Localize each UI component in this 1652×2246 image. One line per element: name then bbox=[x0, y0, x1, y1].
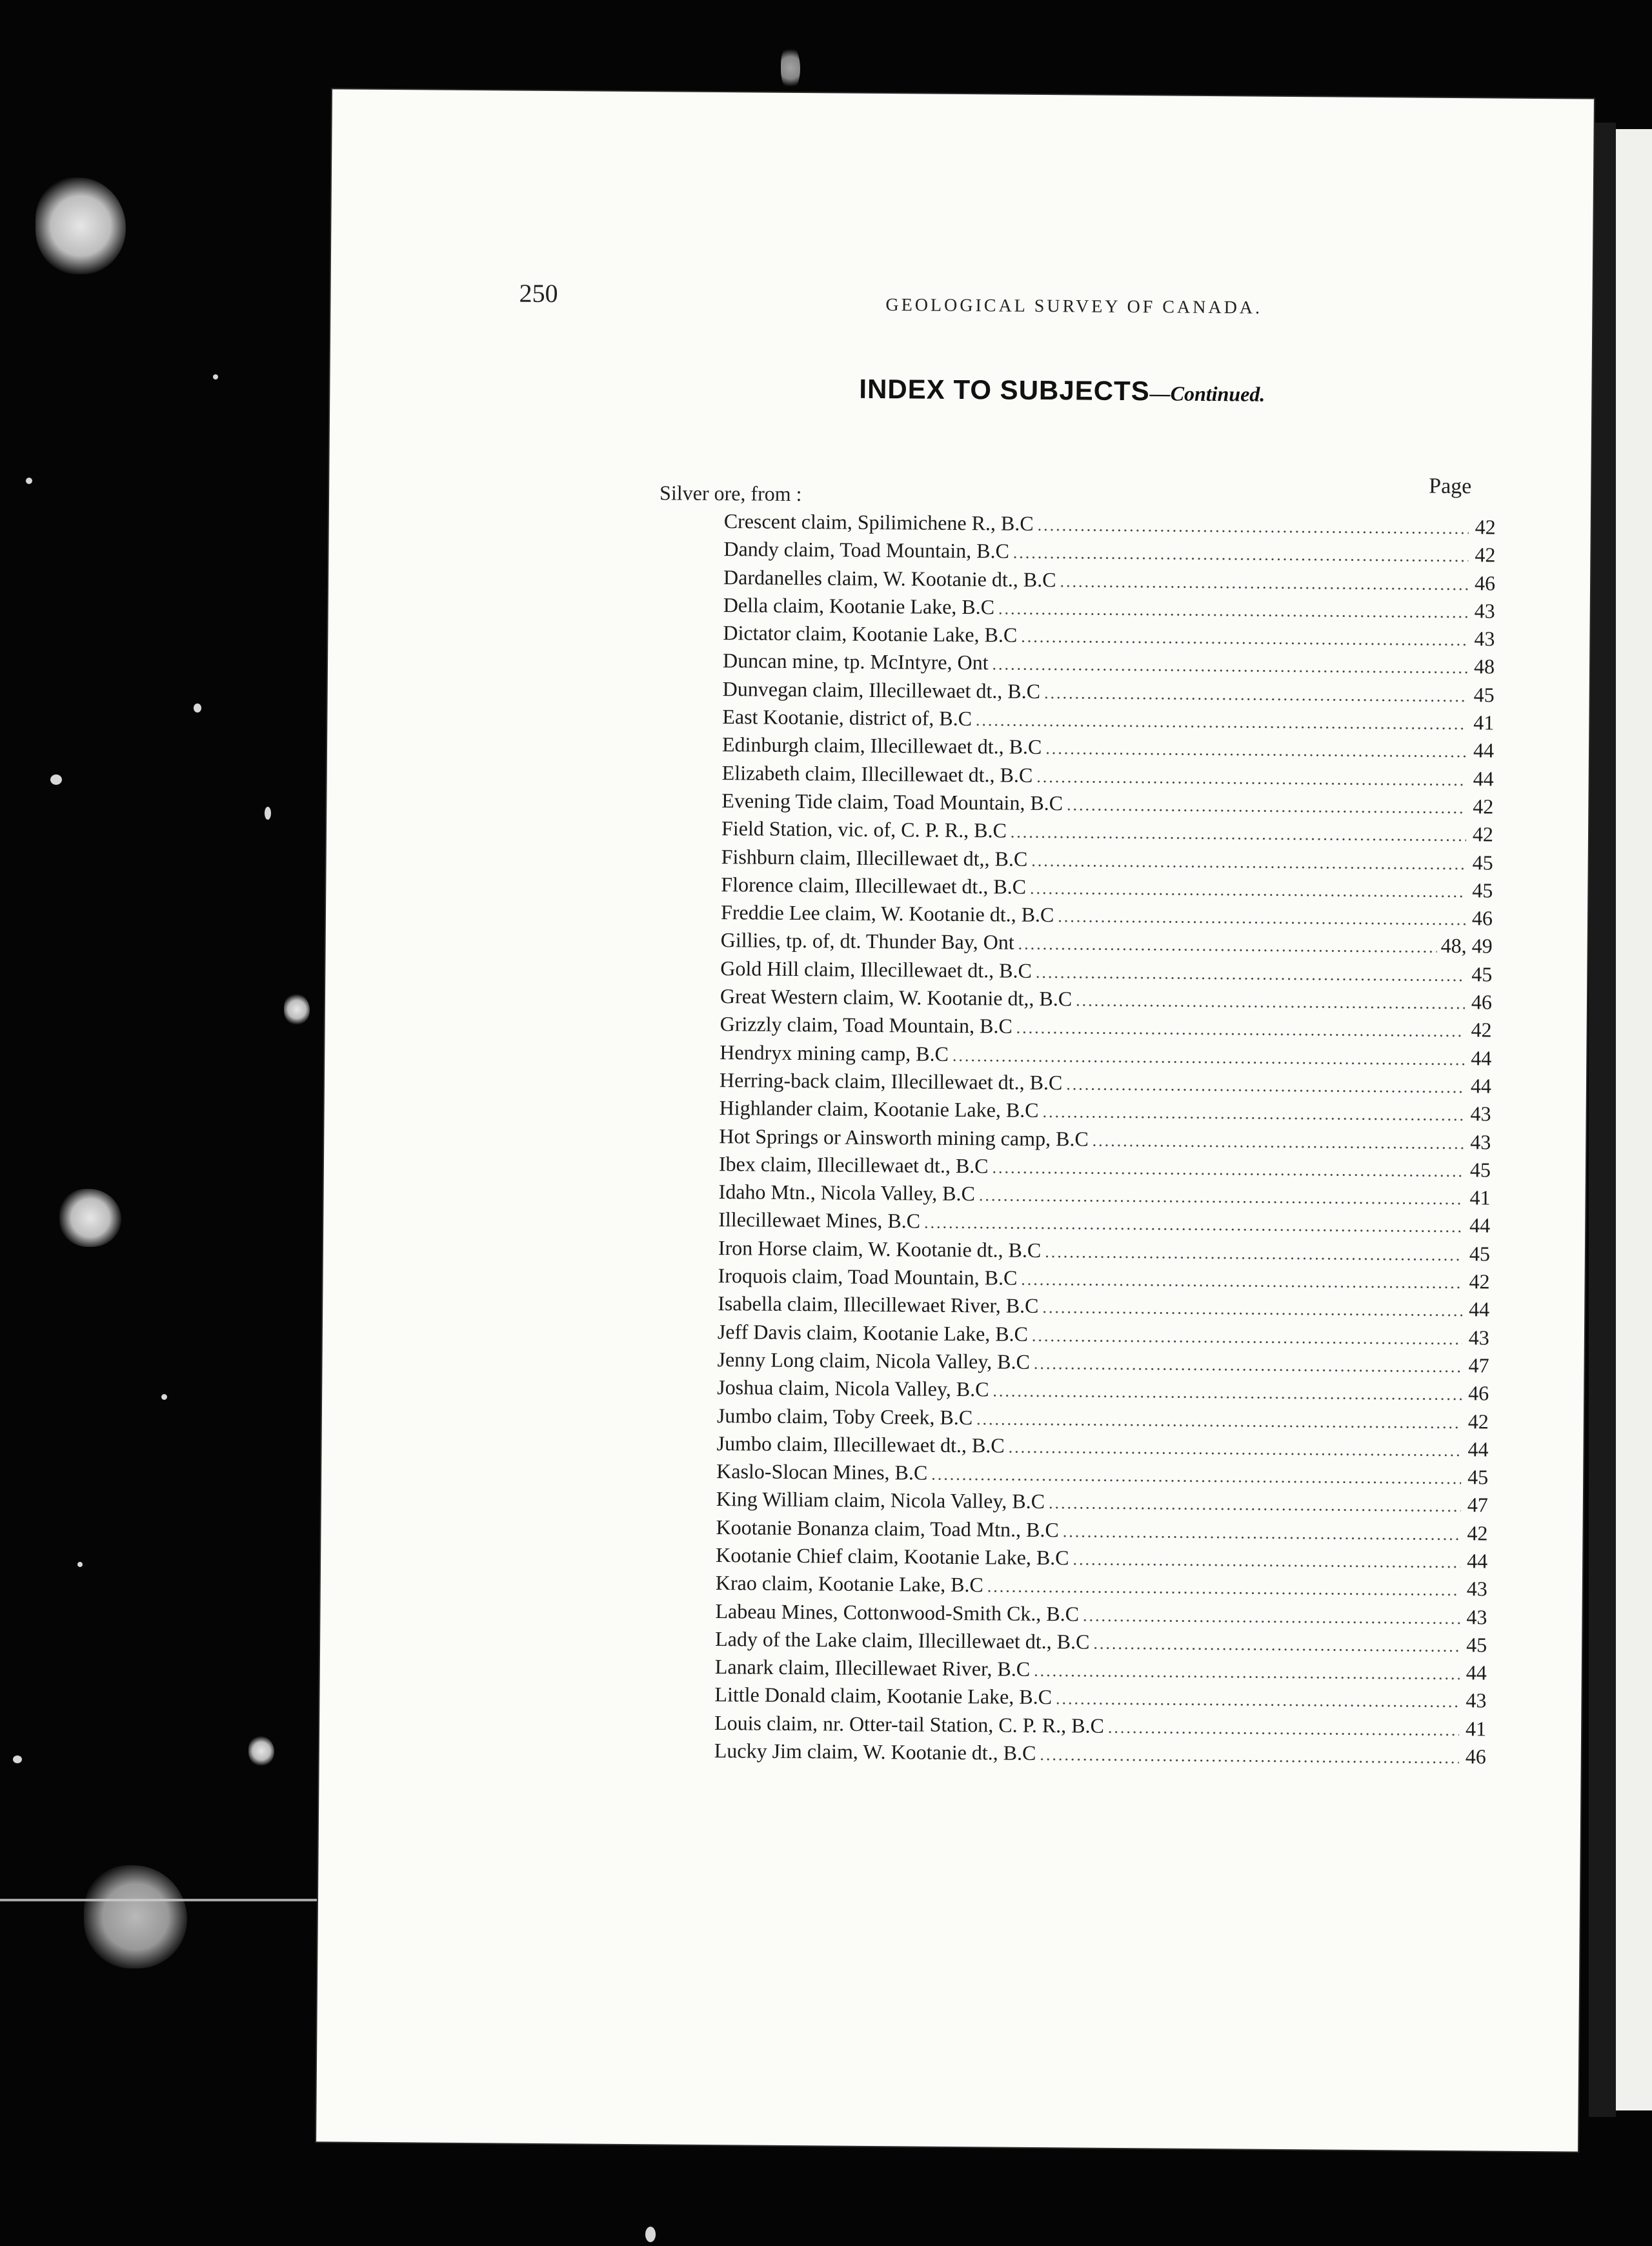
scan-speck bbox=[265, 807, 271, 820]
leader-dots bbox=[1045, 739, 1467, 762]
leader-dots bbox=[1060, 572, 1468, 594]
index-entry-name: East Kootanie, district of, B.C bbox=[722, 705, 972, 731]
index-entry-page: 42 bbox=[1472, 822, 1494, 846]
index-entry-page: 45 bbox=[1466, 1633, 1487, 1657]
leader-dots bbox=[1009, 1437, 1462, 1461]
index-entry-name: Kootanie Bonanza claim, Toad Mtn., B.C bbox=[716, 1515, 1059, 1541]
scan-speck bbox=[13, 1755, 22, 1763]
leader-dots bbox=[1058, 907, 1466, 929]
leader-dots bbox=[952, 1046, 1465, 1069]
leader-dots bbox=[1011, 823, 1466, 846]
index-entry-list bbox=[714, 509, 1496, 1773]
leader-dots bbox=[1040, 1745, 1459, 1768]
index-entry-page: 44 bbox=[1467, 1437, 1489, 1461]
index-entry-page: 45 bbox=[1469, 1158, 1491, 1182]
leader-dots bbox=[987, 1577, 1460, 1601]
running-title: GEOLOGICAL SURVEY OF CANADA. bbox=[885, 295, 1263, 318]
leader-dots bbox=[1093, 1634, 1460, 1656]
index-entry-name: Jenny Long claim, Nicola Valley, B.C bbox=[717, 1347, 1031, 1373]
index-entry-page: 42 bbox=[1475, 543, 1496, 567]
index-entry-name: Duncan mine, tp. McIntyre, Ont bbox=[722, 649, 989, 674]
index-entry-name: Kootanie Chief claim, Kootanie Lake, B.C bbox=[716, 1543, 1069, 1570]
index-entry-page: 45 bbox=[1467, 1465, 1489, 1489]
scan-speck bbox=[50, 774, 62, 785]
leader-dots bbox=[1036, 767, 1467, 790]
index-entry-page: 42 bbox=[1475, 515, 1496, 539]
index-entry-name: Iron Horse claim, W. Kootanie dt., B.C bbox=[718, 1235, 1042, 1262]
leader-dots bbox=[1032, 1326, 1462, 1349]
scan-debris bbox=[84, 1865, 187, 1968]
leader-dots bbox=[1030, 879, 1466, 902]
scan-speck bbox=[645, 2227, 656, 2242]
index-entry-name: Isabella claim, Illecillewaet River, B.C bbox=[718, 1291, 1039, 1318]
scan-streak bbox=[0, 1899, 361, 1901]
index-entry-page: 47 bbox=[1468, 1353, 1489, 1377]
leader-dots bbox=[931, 1465, 1461, 1488]
leader-dots bbox=[1034, 1354, 1462, 1377]
index-entry-page: 45 bbox=[1473, 683, 1495, 707]
index-entry-page: 46 bbox=[1468, 1381, 1489, 1405]
index-entry-page: 45 bbox=[1472, 878, 1493, 902]
leader-dots bbox=[992, 655, 1467, 678]
index-entry-page: 41 bbox=[1465, 1716, 1487, 1741]
leader-dots bbox=[924, 1213, 1463, 1237]
leader-dots bbox=[1056, 1690, 1460, 1712]
index-entry-name: Lanark claim, Illecillewaet River, B.C bbox=[714, 1655, 1031, 1681]
index-entry-page: 46 bbox=[1465, 1745, 1486, 1768]
leader-dots bbox=[1076, 991, 1465, 1013]
index-entry-name: King William claim, Nicola Valley, B.C bbox=[716, 1487, 1045, 1513]
scan-debris bbox=[59, 1189, 121, 1247]
leader-dots bbox=[979, 1186, 1464, 1209]
index-entry-page: 44 bbox=[1466, 1661, 1487, 1685]
index-entry-page: 43 bbox=[1470, 1102, 1491, 1126]
index-entry-page: 44 bbox=[1471, 1046, 1492, 1070]
index-entry-page: 44 bbox=[1469, 1297, 1490, 1321]
leader-dots bbox=[1073, 1550, 1460, 1572]
leader-dots bbox=[1042, 1298, 1462, 1320]
index-entry-name: Hendryx mining camp, B.C bbox=[720, 1040, 949, 1066]
index-entry-page: 46 bbox=[1471, 906, 1493, 930]
leader-dots bbox=[1067, 795, 1466, 818]
leader-dots bbox=[1018, 935, 1437, 957]
index-entry-name: Fishburn claim, Illecillewaet dt,, B.C bbox=[721, 844, 1028, 871]
index-entry-name: Field Station, vic. of, C. P. R., B.C bbox=[721, 816, 1007, 842]
index-entry-name: Krao claim, Kootanie Lake, B.C bbox=[715, 1571, 983, 1597]
index-entry-name: Iroquois claim, Toad Mountain, B.C bbox=[718, 1264, 1018, 1290]
index-entry-name: Evening Tide claim, Toad Mountain, B.C bbox=[721, 789, 1063, 815]
index-entry-name: Grizzly claim, Toad Mountain, B.C bbox=[720, 1012, 1012, 1038]
index-entry-name: Della claim, Kootanie Lake, B.C bbox=[723, 592, 995, 619]
index-entry bbox=[714, 1739, 1486, 1773]
index-entry-name: Illecillewaet Mines, B.C bbox=[718, 1208, 921, 1233]
leader-dots bbox=[1013, 543, 1469, 567]
index-entry-name: Highlander claim, Kootanie Lake, B.C bbox=[719, 1096, 1039, 1122]
leader-dots bbox=[1108, 1718, 1459, 1740]
leader-dots bbox=[1044, 683, 1467, 706]
index-entry-page: 42 bbox=[1471, 1018, 1492, 1042]
index-entry-name: Dardanelles claim, W. Kootanie dt., B.C bbox=[723, 565, 1056, 591]
index-entry-page: 43 bbox=[1468, 1325, 1490, 1350]
scan-debris bbox=[781, 45, 800, 90]
index-entry-page: 43 bbox=[1470, 1129, 1491, 1154]
leader-dots bbox=[1036, 963, 1466, 986]
index-entry-page: 42 bbox=[1469, 1270, 1490, 1293]
leader-dots bbox=[1093, 1131, 1464, 1153]
leader-dots bbox=[1045, 1242, 1463, 1265]
index-entry-name: Dandy claim, Toad Mountain, B.C bbox=[723, 537, 1010, 563]
index-entry-page: 42 bbox=[1467, 1409, 1489, 1433]
leader-dots bbox=[1016, 1018, 1465, 1041]
leader-dots bbox=[1042, 1102, 1464, 1125]
index-entry-name: Edinburgh claim, Illecillewaet dt., B.C bbox=[721, 733, 1042, 759]
scan-speck bbox=[26, 478, 32, 484]
index-entry-name: Florence claim, Illecillewaet dt., B.C bbox=[721, 872, 1027, 898]
index-entry-name: Louis claim, nr. Otter-tail Station, C. P. R., B.C bbox=[714, 1710, 1105, 1737]
leader-dots bbox=[1063, 1522, 1461, 1544]
index-entry-page: 43 bbox=[1466, 1604, 1487, 1629]
index-entry-name: Idaho Mtn., Nicola Valley, B.C bbox=[718, 1180, 976, 1206]
index-entry-name: Little Donald claim, Kootanie Lake, B.C bbox=[714, 1683, 1053, 1709]
index-entry-name: Dictator claim, Kootanie Lake, B.C bbox=[723, 621, 1018, 647]
page-number: 250 bbox=[519, 278, 558, 309]
scan-debris bbox=[35, 177, 126, 274]
facing-page-edge bbox=[1616, 129, 1652, 2110]
index-entry-page: 41 bbox=[1473, 711, 1495, 734]
index-entry-page: 44 bbox=[1473, 738, 1495, 762]
index-entry-name: Jumbo claim, Illecillewaet dt., B.C bbox=[716, 1431, 1005, 1457]
index-entry-name: Gold Hill claim, Illecillewaet dt., B.C bbox=[720, 956, 1032, 982]
index-entry-name: Freddie Lee claim, W. Kootanie dt., B.C bbox=[720, 900, 1054, 927]
index-entry-name: Kaslo-Slocan Mines, B.C bbox=[716, 1459, 928, 1484]
index-entry-page: 42 bbox=[1473, 794, 1494, 818]
index-entry-page: 46 bbox=[1474, 571, 1496, 595]
title-continued: —Continued. bbox=[1149, 381, 1265, 406]
leader-dots bbox=[992, 1158, 1464, 1181]
index-heading: Silver ore, from : bbox=[659, 481, 802, 506]
index-entry-page: 44 bbox=[1467, 1549, 1488, 1573]
index-entry-page: 45 bbox=[1471, 962, 1493, 986]
leader-dots bbox=[1038, 516, 1469, 538]
index-entry-name: Labeau Mines, Cottonwood-Smith Ck., B.C bbox=[715, 1599, 1080, 1626]
index-entry-name: Joshua claim, Nicola Valley, B.C bbox=[717, 1375, 989, 1401]
index-entry-page: 46 bbox=[1471, 990, 1493, 1014]
scan-debris bbox=[248, 1736, 274, 1766]
index-entry-page: 42 bbox=[1467, 1521, 1488, 1545]
index-entry-page: 43 bbox=[1466, 1577, 1487, 1601]
leader-dots bbox=[998, 599, 1468, 622]
index-entry-page: 48 bbox=[1473, 654, 1495, 678]
leader-dots bbox=[1066, 1075, 1464, 1097]
index-entry-name: Jeff Davis claim, Kootanie Lake, B.C bbox=[717, 1319, 1029, 1346]
index-entry-page: 44 bbox=[1473, 766, 1494, 791]
index-entry-name: Great Western claim, W. Kootanie dt,, B.C bbox=[720, 984, 1073, 1011]
leader-dots bbox=[1083, 1606, 1460, 1628]
index-entry-page: 47 bbox=[1467, 1493, 1488, 1517]
scan-speck bbox=[161, 1394, 167, 1400]
index-entry-name: Crescent claim, Spilimichene R., B.C bbox=[723, 509, 1034, 535]
index-entry-page: 44 bbox=[1469, 1213, 1491, 1237]
index-entry-name: Jumbo claim, Toby Creek, B.C bbox=[716, 1403, 973, 1429]
leader-dots bbox=[976, 1410, 1462, 1433]
scan-speck bbox=[77, 1562, 83, 1567]
leader-dots bbox=[1021, 1270, 1462, 1293]
book-gutter bbox=[1589, 123, 1616, 2117]
page-column-label: Page bbox=[1429, 474, 1472, 499]
index-entry-name: Lady of the Lake claim, Illecillewaet dt., B.C bbox=[715, 1626, 1090, 1654]
index-entry-name: Lucky Jim claim, W. Kootanie dt., B.C bbox=[714, 1739, 1036, 1765]
leader-dots bbox=[1049, 1493, 1461, 1516]
index-entry-name: Hot Springs or Ainsworth mining camp, B.C bbox=[719, 1124, 1089, 1151]
index-entry-page: 48, 49 bbox=[1440, 934, 1493, 958]
index-entry-name: Elizabeth claim, Illecillewaet dt., B.C bbox=[721, 760, 1033, 787]
page-title bbox=[859, 374, 1265, 408]
title-main: INDEX TO SUBJECTS bbox=[859, 373, 1150, 407]
index-entry-name: Gillies, tp. of, dt. Thunder Bay, Ont bbox=[720, 928, 1014, 955]
scan-debris bbox=[284, 994, 310, 1025]
leader-dots bbox=[1031, 851, 1466, 873]
leader-dots bbox=[1034, 1661, 1460, 1684]
index-entry-name: Herring-back claim, Illecillewaet dt., B.C bbox=[719, 1068, 1063, 1095]
scan-speck bbox=[194, 703, 201, 713]
index-entry-page: 45 bbox=[1469, 1241, 1491, 1266]
scan-speck bbox=[213, 374, 218, 379]
index-entry-page: 44 bbox=[1470, 1074, 1492, 1098]
index-entry-page: 43 bbox=[1474, 627, 1495, 651]
index-entry-page: 41 bbox=[1469, 1186, 1491, 1209]
leader-dots bbox=[976, 711, 1467, 734]
index-entry-page: 43 bbox=[1466, 1688, 1487, 1712]
index-entry-page: 45 bbox=[1472, 850, 1493, 875]
leader-dots bbox=[1021, 627, 1467, 650]
index-entry-page: 43 bbox=[1474, 599, 1495, 623]
index-entry-name: Ibex claim, Illecillewaet dt., B.C bbox=[718, 1151, 989, 1178]
index-entry-name: Dunvegan claim, Illecillewaet dt., B.C bbox=[722, 676, 1041, 703]
document-page bbox=[316, 89, 1594, 2151]
leader-dots bbox=[992, 1382, 1462, 1405]
